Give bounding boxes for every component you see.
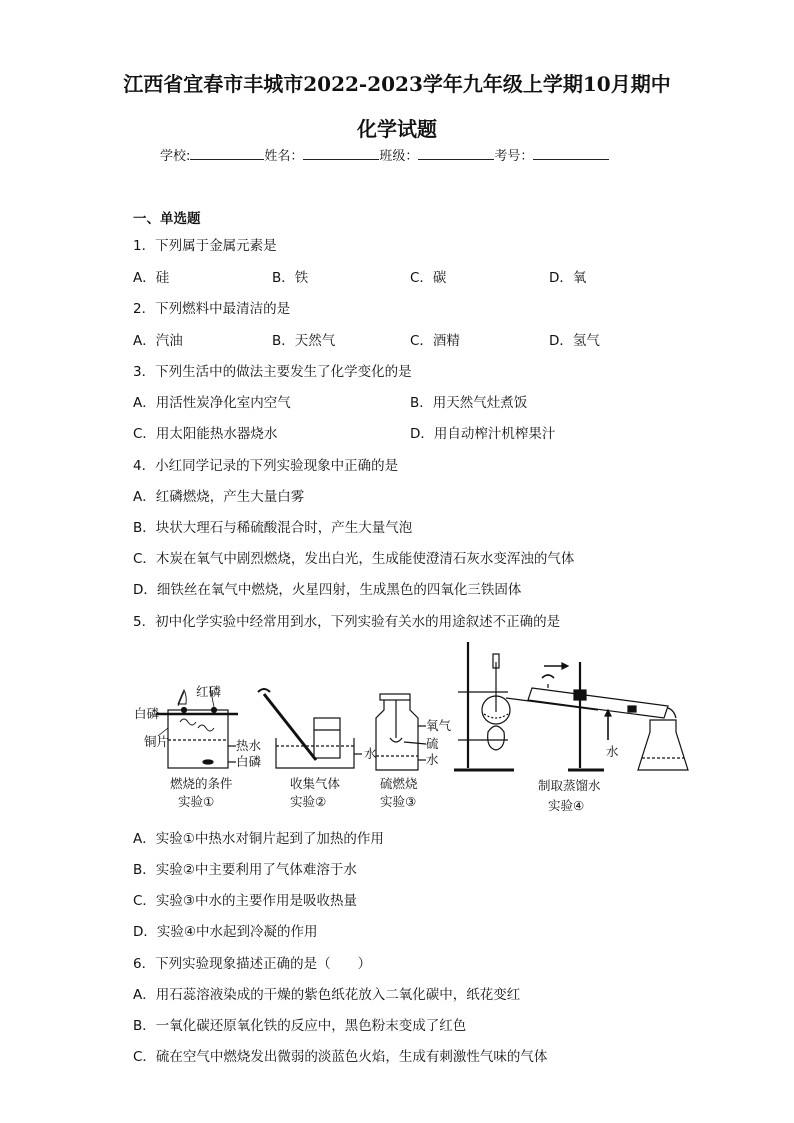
question-5-option-d[interactable]: D．实验④中水起到冷凝的作用 <box>133 924 318 940</box>
question-6-option-b[interactable]: B．一氧化碳还原氧化铁的反应中，黑色粉末变成了红色 <box>133 1018 467 1034</box>
question-3-option-a[interactable]: A．用活性炭净化室内空气 <box>133 395 291 411</box>
experiment-3-apparatus <box>376 694 426 770</box>
caption-exp3-line2: 实验③ <box>380 794 417 809</box>
student-info-row <box>160 145 609 164</box>
label-white-phosphorus: 白磷 <box>134 706 160 721</box>
caption-exp2-line2: 实验② <box>290 794 327 809</box>
experiment-4-apparatus <box>454 642 688 770</box>
caption-exp1-line2: 实验① <box>178 794 215 809</box>
question-3-option-c[interactable]: C．用太阳能热水器烧水 <box>133 426 278 442</box>
question-1-stem: 1．下列属于金属元素是 <box>133 238 277 254</box>
label-water-exp2: 水 <box>364 746 377 761</box>
experiment-1-apparatus <box>154 687 238 768</box>
exam-no-blank[interactable] <box>533 146 609 160</box>
experiment-figure <box>128 632 698 820</box>
section-heading: 一、单选题 <box>133 211 201 227</box>
caption-exp4-line2: 实验④ <box>548 798 585 813</box>
question-5-option-b[interactable]: B．实验②中主要利用了气体难溶于水 <box>133 862 357 878</box>
question-1-option-c[interactable]: C．碳 <box>410 270 447 286</box>
question-2-option-b[interactable]: B．天然气 <box>272 333 336 349</box>
class-label: 班级： <box>379 149 419 164</box>
caption-exp3-line1: 硫燃烧 <box>380 776 418 791</box>
exam-no-label: 考号： <box>494 149 534 164</box>
question-4-option-b[interactable]: B．块状大理石与稀硫酸混合时，产生大量气泡 <box>133 520 413 536</box>
question-4-stem: 4．小红同学记录的下列实验现象中正确的是 <box>133 458 399 474</box>
caption-exp4-line1: 制取蒸馏水 <box>538 778 601 793</box>
label-water-exp3: 水 <box>426 752 439 767</box>
question-6-option-c[interactable]: C．硫在空气中燃烧发出微弱的淡蓝色火焰，生成有刺激性气味的气体 <box>133 1049 548 1065</box>
question-1-option-b[interactable]: B．铁 <box>272 270 309 286</box>
school-blank[interactable] <box>190 146 264 160</box>
class-blank[interactable] <box>418 146 494 160</box>
question-6-stem: 6．下列实验现象描述正确的是（ ） <box>133 956 372 972</box>
question-5-option-c[interactable]: C．实验③中水的主要作用是吸收热量 <box>133 893 358 909</box>
caption-exp1-line1: 燃烧的条件 <box>170 776 233 791</box>
label-white-phosphorus-2: 白磷 <box>236 754 262 769</box>
question-3-stem: 3．下列生活中的做法主要发生了化学变化的是 <box>133 364 412 380</box>
question-1-option-a[interactable]: A．硅 <box>133 270 170 286</box>
school-label: 学校: <box>160 149 191 164</box>
question-3-option-b[interactable]: B．用天然气灶煮饭 <box>410 395 528 411</box>
question-5-stem: 5．初中化学实验中经常用到水，下列实验有关水的用途叙述不正确的是 <box>133 614 561 630</box>
question-2-option-c[interactable]: C．酒精 <box>410 333 460 349</box>
name-blank[interactable] <box>303 146 379 160</box>
page-title-line1: 江西省宜春市丰城市2022-2023学年九年级上学期10月期中 <box>123 72 671 96</box>
label-oxygen: 氧气 <box>426 718 452 733</box>
experiment-2-apparatus <box>258 689 362 768</box>
name-label: 姓名： <box>264 149 304 164</box>
question-4-option-a[interactable]: A．红磷燃烧，产生大量白雾 <box>133 489 305 505</box>
question-4-option-c[interactable]: C．木炭在氧气中剧烈燃烧，发出白光，生成能使澄清石灰水变浑浊的气体 <box>133 551 575 567</box>
question-2-option-d[interactable]: D．氢气 <box>549 333 600 349</box>
label-copper-plate: 铜片 <box>144 734 170 749</box>
question-3-option-d[interactable]: D．用自动榨汁机榨果汁 <box>410 426 556 442</box>
label-hot-water: 热水 <box>236 738 262 753</box>
question-5-option-a[interactable]: A．实验①中热水对铜片起到了加热的作用 <box>133 831 384 847</box>
label-sulfur: 硫 <box>426 736 439 751</box>
label-red-phosphorus: 红磷 <box>196 684 222 699</box>
question-4-option-d[interactable]: D．细铁丝在氧气中燃烧，火星四射，生成黑色的四氧化三铁固体 <box>133 582 522 598</box>
caption-exp2-line1: 收集气体 <box>290 776 341 791</box>
question-2-option-a[interactable]: A．汽油 <box>133 333 183 349</box>
question-2-stem: 2．下列燃料中最清洁的是 <box>133 301 291 317</box>
label-water-exp4: 水 <box>606 744 619 759</box>
question-1-option-d[interactable]: D．氧 <box>549 270 587 286</box>
question-6-option-a[interactable]: A．用石蕊溶液染成的干燥的紫色纸花放入二氧化碳中，纸花变红 <box>133 987 521 1003</box>
page-title-line2: 化学试题 <box>357 117 437 141</box>
